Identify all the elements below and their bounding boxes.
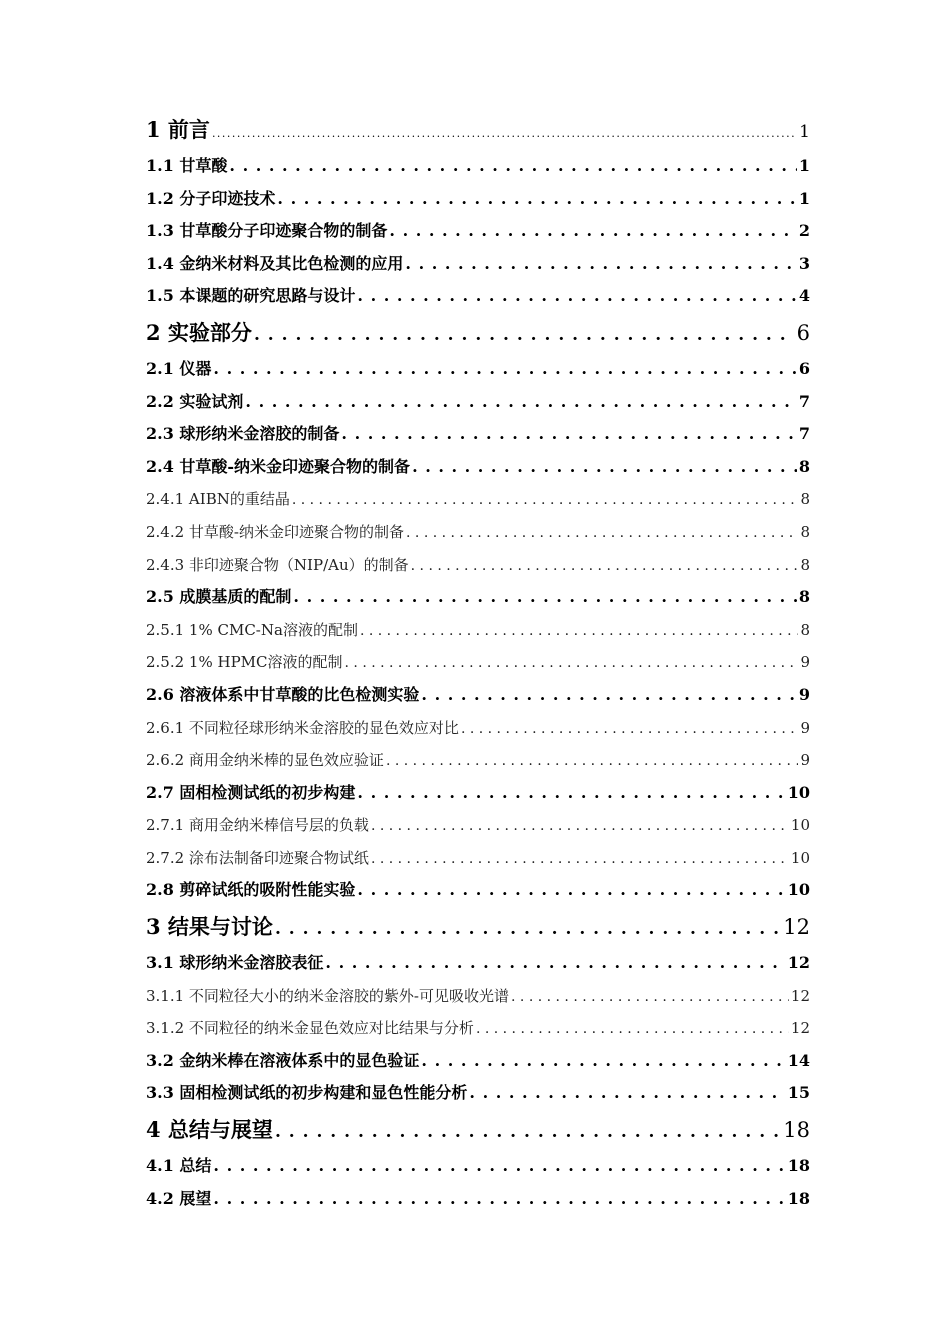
toc-entry-label: 2.4.3 非印迹聚合物（NIP/Au）的制备: [146, 555, 409, 574]
toc-entry-label: 2.7 固相检测试纸的初步构建: [146, 782, 356, 802]
toc-entry-page-number: 9: [800, 751, 810, 770]
toc-entry-level-3[interactable]: [146, 842, 810, 875]
toc-entry-label: 2.4.2 甘草酸-纳米金印迹聚合物的制备: [146, 522, 405, 541]
toc-entry-level-2[interactable]: [146, 1183, 810, 1216]
toc-entry-label: 1 前言: [146, 117, 210, 142]
toc-entry-level-3[interactable]: [146, 516, 810, 549]
toc-entry-page-number: 3: [798, 253, 810, 273]
toc-entry-page-number: 10: [787, 782, 810, 802]
toc-entry-level-2[interactable]: [146, 150, 810, 183]
toc-entry-label: 3.3 固相检测试纸的初步构建和显色性能分析: [146, 1083, 468, 1103]
toc-entry-level-2[interactable]: [146, 777, 810, 810]
dot-leader: [341, 418, 796, 451]
toc-entry-page-number: 1: [799, 122, 810, 142]
toc-entry-label: 2.5.1 1% CMC-Na溶液的配制: [146, 620, 358, 639]
dot-leader: [360, 615, 799, 647]
toc-entry-page-number: 8: [800, 490, 810, 509]
toc-entry-level-1[interactable]: [146, 907, 810, 947]
toc-entry-page-number: 12: [790, 986, 810, 1005]
toc-entry-page-number: 1: [798, 156, 810, 175]
toc-entry-level-3[interactable]: [146, 483, 810, 516]
toc-entry-page-number: 7: [798, 424, 810, 444]
toc-entry-level-3[interactable]: [146, 744, 810, 777]
toc-entry-page-number: 15: [787, 1083, 810, 1103]
dot-leader: [357, 280, 796, 313]
toc-entry-page-number: 10: [790, 816, 810, 835]
dot-leader: [386, 745, 799, 777]
dot-leader: [371, 810, 789, 842]
dot-leader: [412, 451, 797, 484]
toc-entry-level-2[interactable]: [146, 451, 810, 484]
toc-entry-label: 2.5 成膜基质的配制: [146, 587, 292, 607]
toc-entry-page-number: 12: [783, 915, 810, 940]
toc-entry-label: 2 实验部分: [146, 319, 252, 345]
dot-leader: [421, 1045, 785, 1078]
toc-entry-label: 4.2 展望: [146, 1188, 212, 1208]
dot-leader: [345, 647, 799, 679]
toc-entry-label: 2.4.1 AIBN的重结晶: [146, 490, 290, 509]
toc-entry-label: 2.6 溶液体系中甘草酸的比色检测实验: [146, 684, 420, 704]
toc-entry-label: 3.1.1 不同粒径大小的纳米金溶胶的紫外-可见吸收光谱: [146, 986, 510, 1005]
dot-leader: [293, 581, 796, 614]
toc-entry-label: 2.4 甘草酸-纳米金印迹聚合物的制备: [146, 456, 411, 476]
dot-leader: [406, 517, 798, 549]
toc-entry-label: 2.1 仪器: [146, 358, 212, 378]
toc-entry-label: 2.8 剪碎试纸的吸附性能实验: [146, 880, 356, 900]
toc-entry-level-2[interactable]: [146, 280, 810, 313]
toc-entry-level-2[interactable]: [146, 386, 810, 419]
toc-entry-page-number: 1: [798, 188, 810, 208]
toc-entry-level-3[interactable]: [146, 614, 810, 647]
toc-entry-level-1[interactable]: [146, 313, 810, 353]
toc-entry-level-2[interactable]: [146, 353, 810, 386]
dot-leader: [469, 1077, 785, 1110]
dot-leader: [213, 1183, 785, 1216]
toc-entry-page-number: 8: [798, 587, 810, 607]
toc-entry-level-2[interactable]: [146, 1150, 810, 1183]
dot-leader: [357, 874, 785, 907]
toc-entry-page-number: 8: [800, 620, 810, 639]
toc-entry-page-number: 2: [798, 221, 810, 241]
dot-leader: [511, 981, 789, 1013]
toc-entry-level-1[interactable]: [146, 110, 810, 150]
dot-leader: [229, 150, 796, 183]
dot-leader: [275, 1112, 781, 1150]
dot-leader: [461, 713, 799, 745]
toc-entry-level-3[interactable]: [146, 980, 810, 1013]
toc-entry-page-number: 6: [796, 320, 810, 345]
dot-leader: [421, 679, 796, 712]
toc-entry-page-number: 8: [800, 555, 810, 574]
toc-entry-page-number: 10: [787, 880, 810, 900]
toc-entry-page-number: 4: [798, 286, 810, 306]
toc-entry-label: 3.2 金纳米棒在溶液体系中的显色验证: [146, 1050, 420, 1070]
toc-entry-label: 3.1 球形纳米金溶胶表征: [146, 953, 324, 973]
toc-entry-level-2[interactable]: [146, 1045, 810, 1078]
dot-leader: [389, 215, 796, 248]
toc-entry-page-number: 6: [798, 358, 810, 378]
dot-leader: [275, 909, 781, 947]
toc-entry-label: 1.4 金纳米材料及其比色检测的应用: [146, 253, 404, 273]
toc-entry-page-number: 8: [798, 456, 810, 476]
dot-leader: [325, 947, 785, 980]
toc-entry-page-number: 9: [800, 718, 810, 737]
dot-leader: [292, 484, 799, 516]
dot-leader: [213, 353, 796, 386]
dot-leader: [254, 315, 795, 353]
toc-entry-level-2[interactable]: [146, 215, 810, 248]
dot-leader: [357, 777, 785, 810]
toc-entry-level-2[interactable]: [146, 581, 810, 614]
toc-entry-label: 1.2 分子印迹技术: [146, 188, 276, 208]
dot-leader: [277, 183, 796, 216]
toc-entry-page-number: 18: [783, 1118, 810, 1143]
toc-entry-label: 2.2 实验试剂: [146, 391, 244, 411]
toc-entry-page-number: 9: [798, 684, 810, 704]
toc-entry-level-3[interactable]: [146, 809, 810, 842]
toc-entry-level-3[interactable]: [146, 712, 810, 745]
toc-entry-page-number: 12: [790, 1019, 810, 1038]
toc-entry-level-2[interactable]: [146, 947, 810, 980]
dot-leader: [476, 1013, 789, 1045]
dot-leader: [371, 843, 789, 875]
toc-entry-page-number: 12: [787, 953, 810, 973]
toc-entry-level-2[interactable]: [146, 248, 810, 281]
toc-entry-level-2[interactable]: [146, 183, 810, 216]
toc-entry-page-number: 14: [787, 1050, 810, 1070]
dot-leader: [411, 550, 799, 582]
toc-entry-label: 2.7.1 商用金纳米棒信号层的负载: [146, 816, 369, 835]
toc-entry-page-number: 8: [800, 522, 810, 541]
dot-leader: [405, 248, 796, 281]
dot-leader: [245, 386, 796, 419]
toc-entry-label: 1.5 本课题的研究思路与设计: [146, 286, 356, 306]
toc-entry-level-2[interactable]: [146, 1077, 810, 1110]
toc-entry-label: 3 结果与讨论: [146, 914, 273, 940]
toc-entry-label: 2.3 球形纳米金溶胶的制备: [146, 424, 340, 444]
toc-entry-label: 2.6.2 商用金纳米棒的显色效应验证: [146, 751, 384, 770]
toc-entry-level-2[interactable]: [146, 874, 810, 907]
toc-entry-label: 2.5.2 1% HPMC溶液的配制: [146, 653, 343, 672]
table-of-contents: [146, 110, 810, 1215]
dot-leader: [213, 1150, 785, 1183]
dot-leader: [212, 114, 797, 150]
toc-entry-page-number: 18: [787, 1156, 810, 1176]
toc-entry-level-1[interactable]: [146, 1110, 810, 1150]
toc-entry-label: 4 总结与展望: [146, 1117, 273, 1143]
toc-entry-level-2[interactable]: [146, 679, 810, 712]
toc-entry-label: 2.6.1 不同粒径球形纳米金溶胶的显色效应对比: [146, 718, 459, 737]
toc-entry-level-3[interactable]: [146, 549, 810, 582]
toc-entry-label: 1.1 甘草酸: [146, 156, 228, 175]
toc-entry-level-3[interactable]: [146, 646, 810, 679]
toc-entry-label: 4.1 总结: [146, 1156, 212, 1176]
toc-entry-label: 2.7.2 涂布法制备印迹聚合物试纸: [146, 848, 369, 867]
toc-entry-page-number: 10: [790, 848, 810, 867]
toc-entry-level-3[interactable]: [146, 1012, 810, 1045]
toc-entry-page-number: 18: [787, 1188, 810, 1208]
toc-entry-label: 3.1.2 不同粒径的纳米金显色效应对比结果与分析: [146, 1019, 474, 1038]
toc-entry-page-number: 7: [798, 391, 810, 411]
toc-entry-level-2[interactable]: [146, 418, 810, 451]
toc-entry-label: 1.3 甘草酸分子印迹聚合物的制备: [146, 221, 388, 241]
toc-entry-page-number: 9: [800, 653, 810, 672]
